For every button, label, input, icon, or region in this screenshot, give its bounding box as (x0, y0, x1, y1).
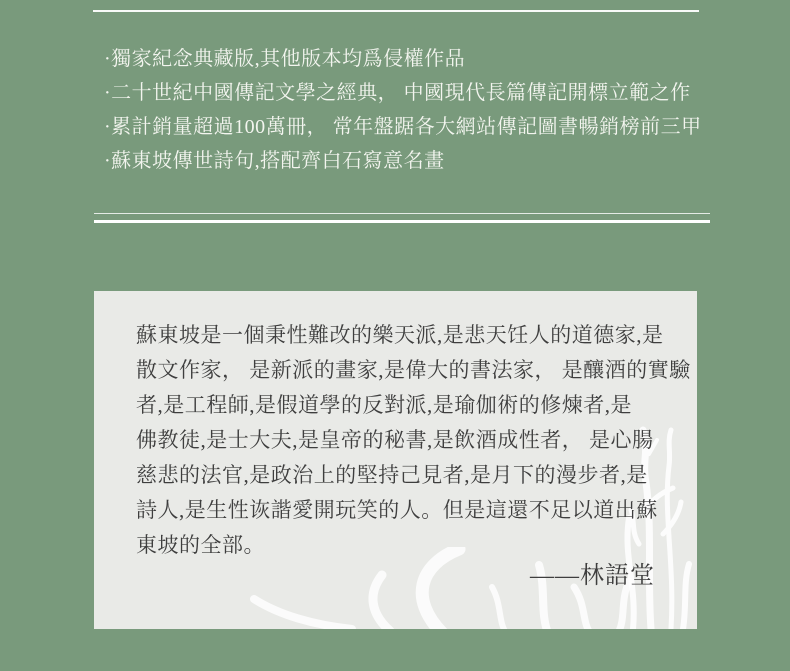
highlight-item: ·獨家紀念典藏版,其他版本均爲侵權作品 (104, 48, 466, 70)
quote-line: 詩人,是生性诙諧愛開玩笑的人。但是這還不足以道出蘇 (136, 498, 658, 522)
quote-attribution: ——林語堂 (530, 563, 655, 589)
quote-line: 慈悲的法官,是政治上的堅持己見者,是月下的漫步者,是 (136, 463, 648, 487)
highlight-item: ·累計銷量超過100萬冊， 常年盤踞各大網站傳記圖書暢銷榜前三甲 (104, 116, 702, 138)
quote-line: 散文作家， 是新派的畫家,是偉大的書法家， 是釀酒的實驗 (136, 358, 691, 382)
highlight-item: ·蘇東坡傳世詩句,搭配齊白石寫意名畫 (104, 150, 445, 172)
top-divider-line (93, 10, 699, 12)
quote-line: 者,是工程師,是假道學的反對派,是瑜伽術的修煉者,是 (136, 393, 632, 417)
divider-thin-line (94, 213, 710, 214)
quote-card (94, 291, 697, 629)
quote-line: 蘇東坡是一個秉性難改的樂天派,是悲天饪人的道德家,是 (136, 323, 664, 347)
quote-line: 佛教徒,是士大夫,是皇帝的秘書,是飲酒成性者， 是心腸 (136, 428, 654, 452)
double-divider (94, 213, 710, 223)
quote-text (136, 318, 691, 563)
highlight-item: ·二十世紀中國傳記文學之經典， 中國現代長篇傳記開標立範之作 (104, 82, 691, 104)
quote-line: 東坡的全部。 (136, 533, 265, 557)
highlights-list (104, 42, 702, 178)
divider-thick-line (94, 220, 710, 223)
